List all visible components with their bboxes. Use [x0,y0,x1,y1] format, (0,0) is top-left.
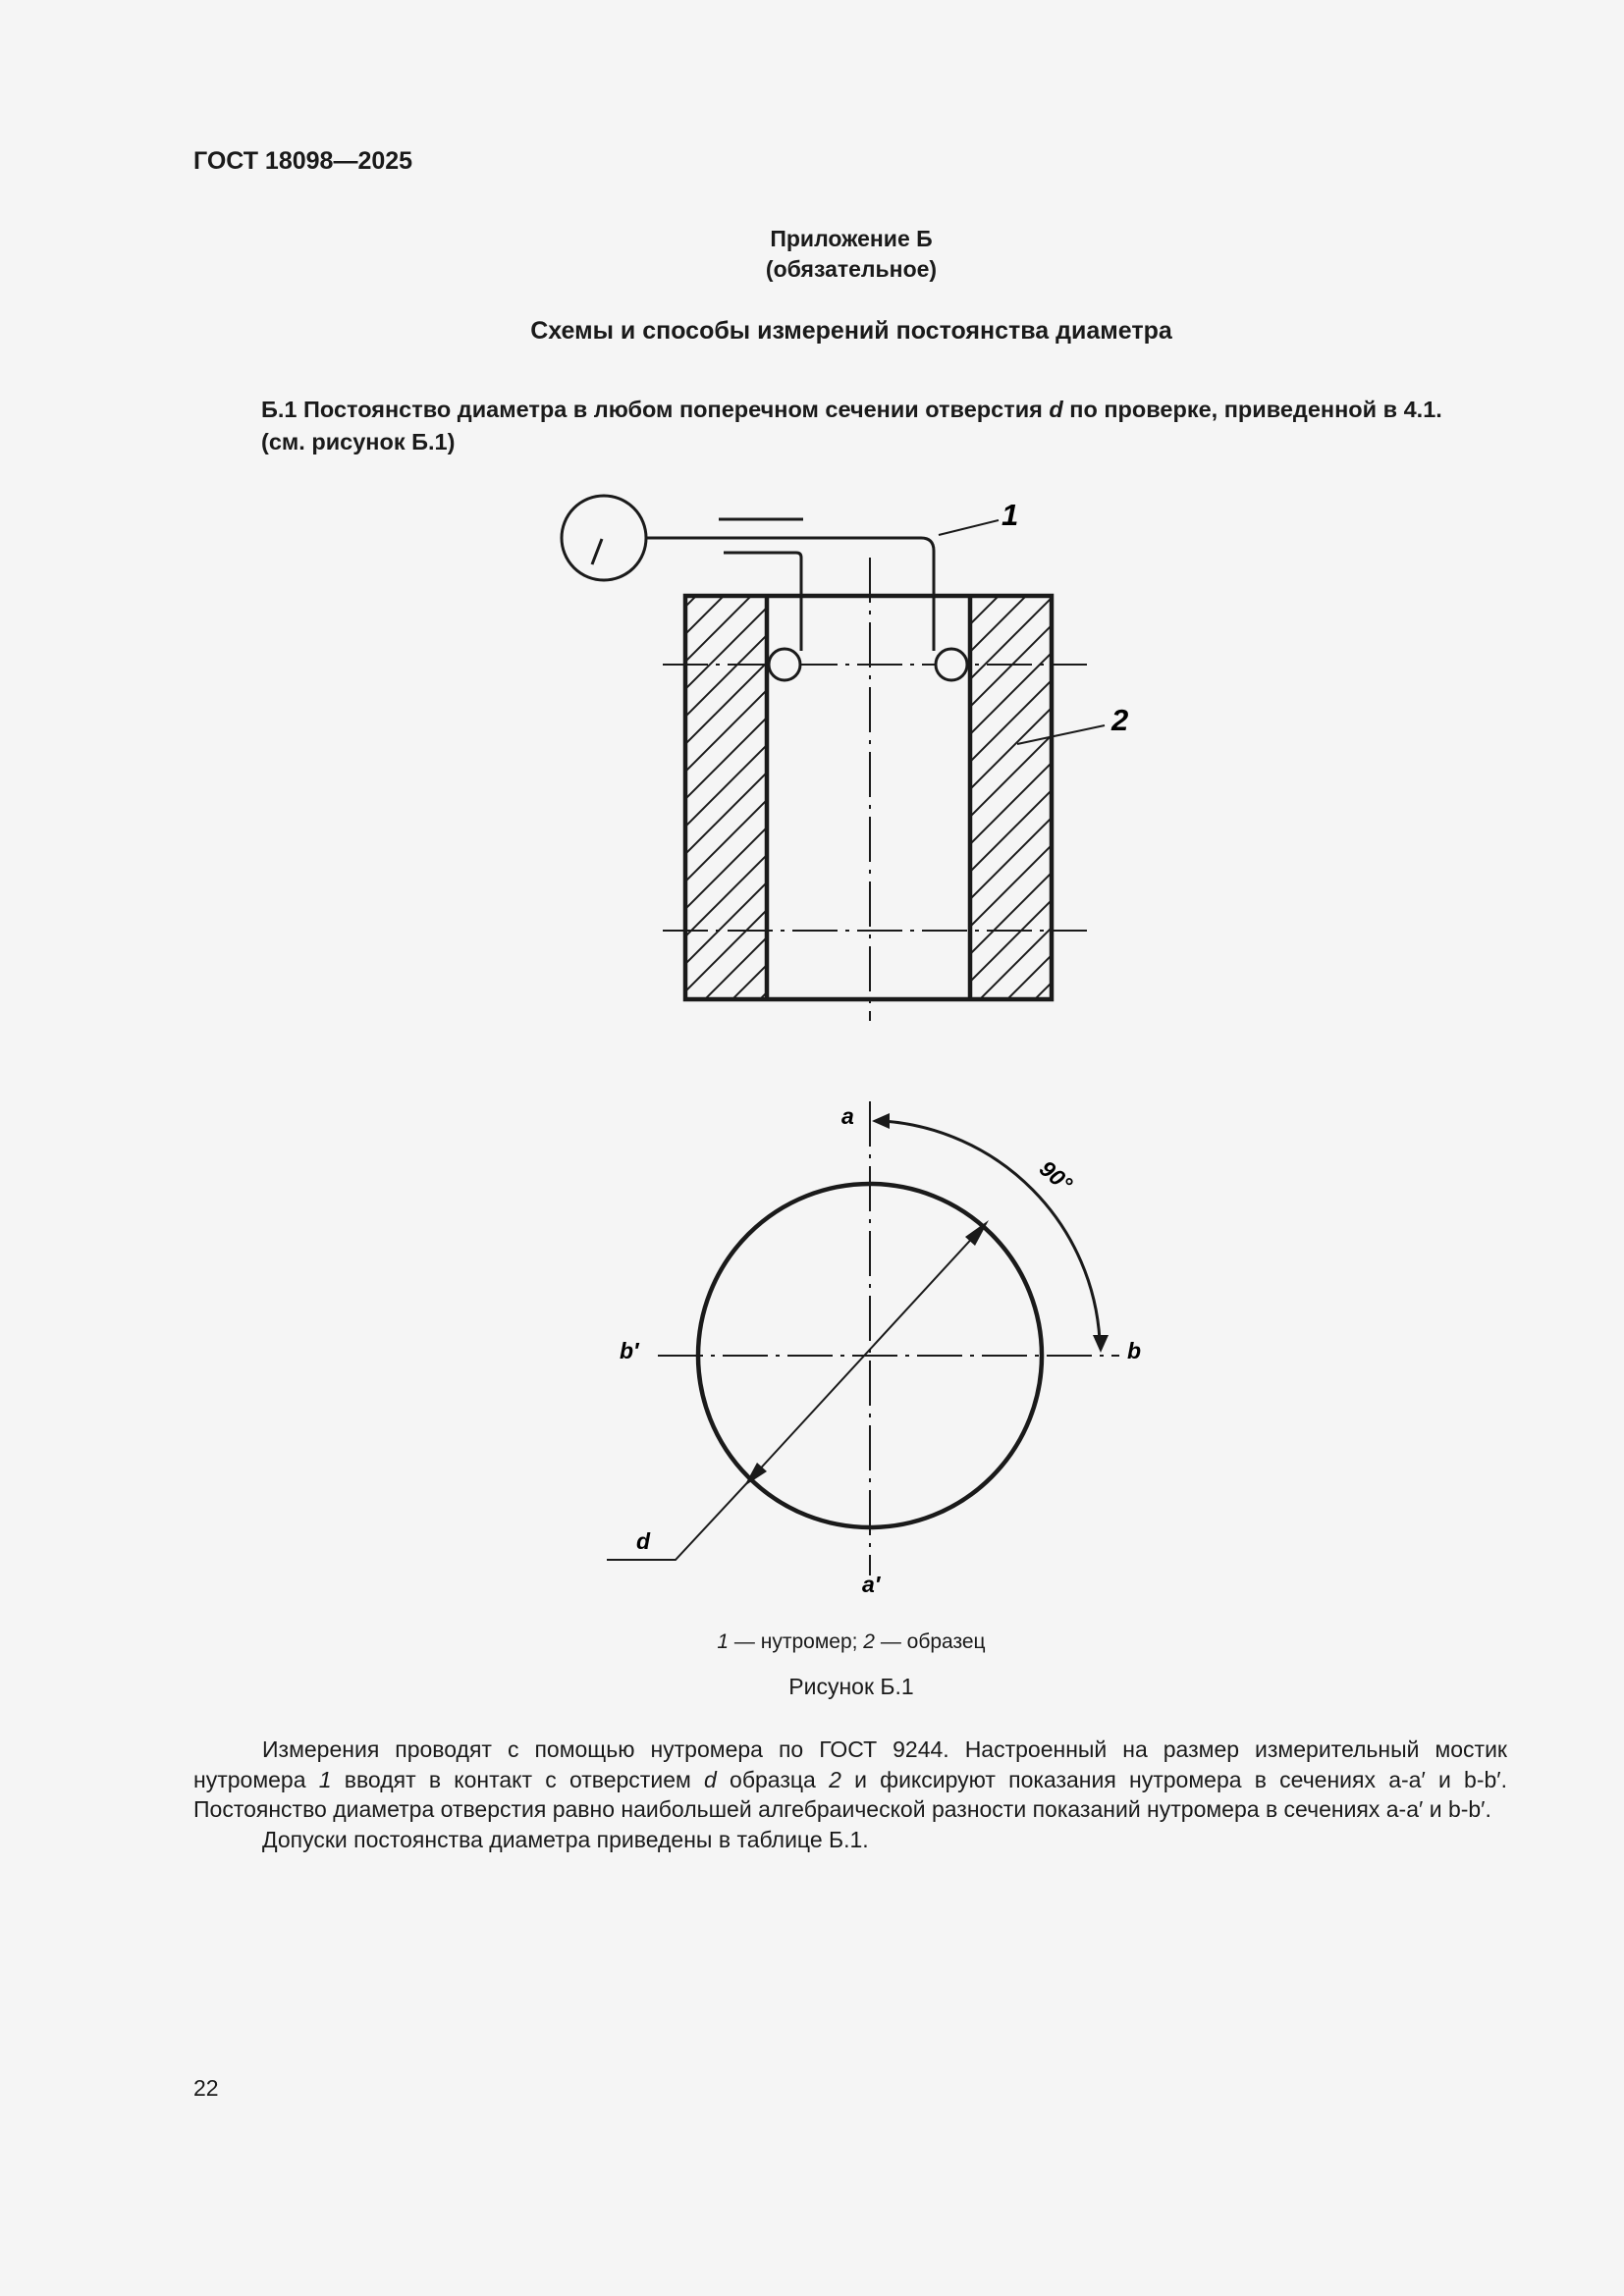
callout-1: 1 [1001,498,1019,532]
clause-d: d [1049,397,1063,422]
wall-left-hatched [685,596,767,999]
p1-italic-d: d [704,1766,717,1792]
p1-text-3: образца [716,1766,830,1792]
label-a-prime: a′ [862,1572,881,1597]
angle-arrow-start [872,1113,890,1129]
gauge-contact-right [936,649,967,680]
p1-text-2: вводят в контакт с отверстием [331,1766,705,1792]
angle-arrow-end [1093,1335,1109,1353]
clause-text-2: по проверке, приведенной в 4.1. (см. рисунок Б.1) [261,397,1442,454]
p1-text-4: и фиксируют показания нутромера в сечениях a-a′ и b-b′. Постоянство диаметра отверстия равно наибольшей алгебраической разности показаний нутромера в сечениях a-a′ и b-b′. [193,1766,1507,1822]
label-d: d [636,1528,651,1554]
label-b-prime: b′ [620,1338,639,1363]
page-number: 22 [193,2075,219,2101]
label-b: b [1127,1338,1142,1363]
label-a: a [841,1103,854,1129]
gauge-contact-left [769,649,800,680]
diameter-line [754,1232,978,1475]
angle-arc [884,1121,1100,1340]
p1-italic-2: 2 [829,1766,841,1792]
p1-text-1: Измерения проводят с помощью нутромера по ГОСТ 9244. Настроенный на размер измерительный мостик нутромера [193,1736,1507,1792]
paragraph-2: Допуски постоянства диаметра приведены в таблице Б.1. [262,1826,869,1852]
gauge-dial [562,496,646,580]
gauge-needle [592,539,602,564]
figure-legend [0,1630,1624,1654]
document-header: ГОСТ 18098—2025 [193,147,413,175]
legend-text-2: — образец [874,1630,986,1653]
body-text [193,1735,1507,1854]
angle-label: 90° [1034,1154,1078,1198]
appendix-title: Приложение Б [770,226,933,251]
wall-right-hatched [970,596,1052,999]
callout-2: 2 [1111,703,1129,737]
legend-num-1: 1 [717,1630,730,1653]
clause-text-1: Б.1 Постоянство диаметра в любом поперечном сечении отверстия [261,397,1050,422]
leader-line-1 [939,520,999,535]
legend-text-1: — нутромер; [729,1630,864,1653]
p1-italic-1: 1 [318,1766,332,1792]
leader-line-d [607,1475,754,1560]
section-title: Схемы и способы измерений постоянства диаметра [530,317,1172,345]
paragraph-1 [193,1735,1507,1825]
legend-num-2: 2 [863,1630,875,1653]
figure-caption: Рисунок Б.1 [788,1674,914,1699]
appendix-status: (обязательное) [765,256,938,282]
specimen-section-view [663,558,1087,1021]
